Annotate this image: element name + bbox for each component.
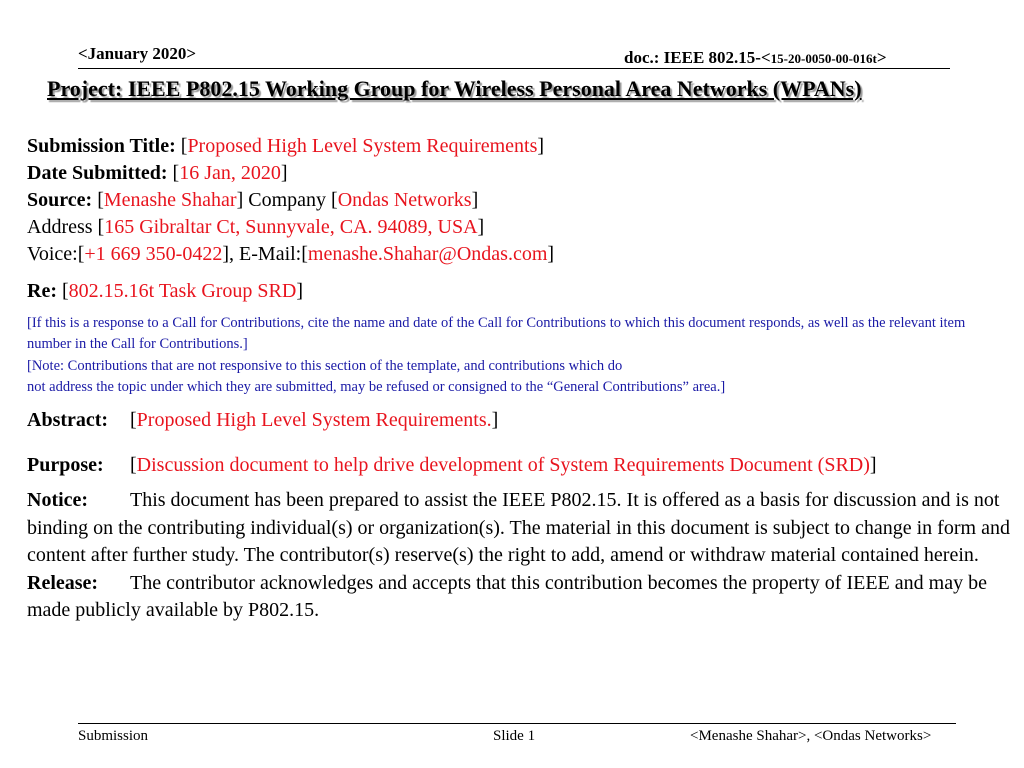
doc-suffix: > bbox=[876, 48, 887, 67]
notice-paragraph bbox=[27, 487, 1017, 570]
voice-value: +1 669 350-0422 bbox=[84, 243, 223, 265]
release-label: Release: bbox=[27, 571, 99, 594]
voice-label: Voice: bbox=[27, 243, 78, 265]
purpose-line: Purpose: [Discussion document to help drive development of System Requirements Document (SRD)] bbox=[27, 454, 877, 476]
source-value: Menashe Shahar bbox=[103, 189, 237, 211]
notice-label: Notice: bbox=[27, 489, 89, 511]
release-text: The contributor acknowledges and accepts that this contribution becomes the property of IEEE and may be made publicly available by P802.15. bbox=[27, 571, 987, 621]
notice-text: This document has been prepared to assist the IEEE P802.15. It is offered as a basis for discussion and is not binding on the contributing individual(s) or organization(s). The material in this document is subject to change in form and content after further study. The contributor(s) reserve(s) the right to add, amend or withdraw material contained herein. bbox=[27, 489, 1010, 566]
address-line: Address [165 Gibraltar Ct, Sunnyvale, CA. 94089, USA] bbox=[27, 216, 485, 238]
email-label: E-Mail: bbox=[239, 243, 302, 265]
address-value: 165 Gibraltar Ct, Sunnyvale, CA. 94089, USA bbox=[104, 216, 478, 238]
address-label: Address bbox=[27, 216, 93, 238]
date-submitted-line: Date Submitted: [16 Jan, 2020] bbox=[27, 162, 288, 184]
call-response-note: [If this is a response to a Call for Contributions, cite the name and date of the Call for Contributions to which this document responds, as well as the relevant item number in the Call for Contributions.] bbox=[27, 315, 966, 352]
email-value: menashe.Shahar@Ondas.com bbox=[307, 243, 548, 265]
doc-prefix: doc.: IEEE 802.15-< bbox=[624, 48, 771, 67]
header-rule bbox=[78, 68, 950, 69]
project-title: Project: IEEE P802.15 Working Group for Wireless Personal Area Networks (WPANs) bbox=[47, 76, 862, 101]
contribution-note-line-2: not address the topic under which they are submitted, may be refused or consigned to the “General Contributions” area.] bbox=[27, 379, 726, 395]
purpose-value: Discussion document to help drive development of System Requirements Document (SRD) bbox=[136, 454, 870, 476]
submission-title-value: Proposed High Level System Requirements bbox=[187, 135, 538, 157]
footer-rule bbox=[78, 723, 956, 724]
release-paragraph bbox=[27, 570, 1017, 625]
submission-title-line: Submission Title: [Proposed High Level System Requirements] bbox=[27, 135, 545, 157]
contribution-note-line-1: [Note: Contributions that are not responsive to this section of the template, and contributions which do bbox=[27, 358, 623, 374]
re-line: Re: [802.15.16t Task Group SRD] bbox=[27, 280, 304, 302]
header-doc-id bbox=[624, 48, 887, 68]
re-label: Re: bbox=[27, 280, 57, 302]
date-submitted-label: Date Submitted: bbox=[27, 162, 168, 184]
doc-number: 15-20-0050-00-016t bbox=[770, 51, 877, 66]
submission-title-label: Submission Title: bbox=[27, 135, 176, 157]
re-value: 802.15.16t Task Group SRD bbox=[68, 280, 297, 302]
contact-line: Voice:[+1 669 350-0422], E-Mail:[menashe.Shahar@Ondas.com] bbox=[27, 243, 555, 265]
source-line: Source: [Menashe Shahar] Company [Ondas Networks] bbox=[27, 189, 479, 211]
footer-author: <Menashe Shahar>, <Ondas Networks> bbox=[690, 728, 932, 744]
abstract-line: Abstract: [Proposed High Level System Requirements.] bbox=[27, 409, 499, 431]
footer-slide-number: Slide 1 bbox=[493, 728, 536, 744]
abstract-label: Abstract: bbox=[27, 409, 109, 431]
company-label: Company bbox=[248, 189, 327, 211]
abstract-value: Proposed High Level System Requirements. bbox=[136, 409, 492, 431]
footer-submission: Submission bbox=[78, 728, 149, 744]
purpose-label: Purpose: bbox=[27, 454, 104, 476]
date-submitted-value: 16 Jan, 2020 bbox=[179, 162, 281, 184]
contribution-note bbox=[27, 356, 1007, 398]
company-value: Ondas Networks bbox=[337, 189, 472, 211]
notice-release-block bbox=[27, 487, 1017, 625]
source-label: Source: bbox=[27, 189, 93, 211]
header-date: <January 2020> bbox=[78, 44, 197, 63]
